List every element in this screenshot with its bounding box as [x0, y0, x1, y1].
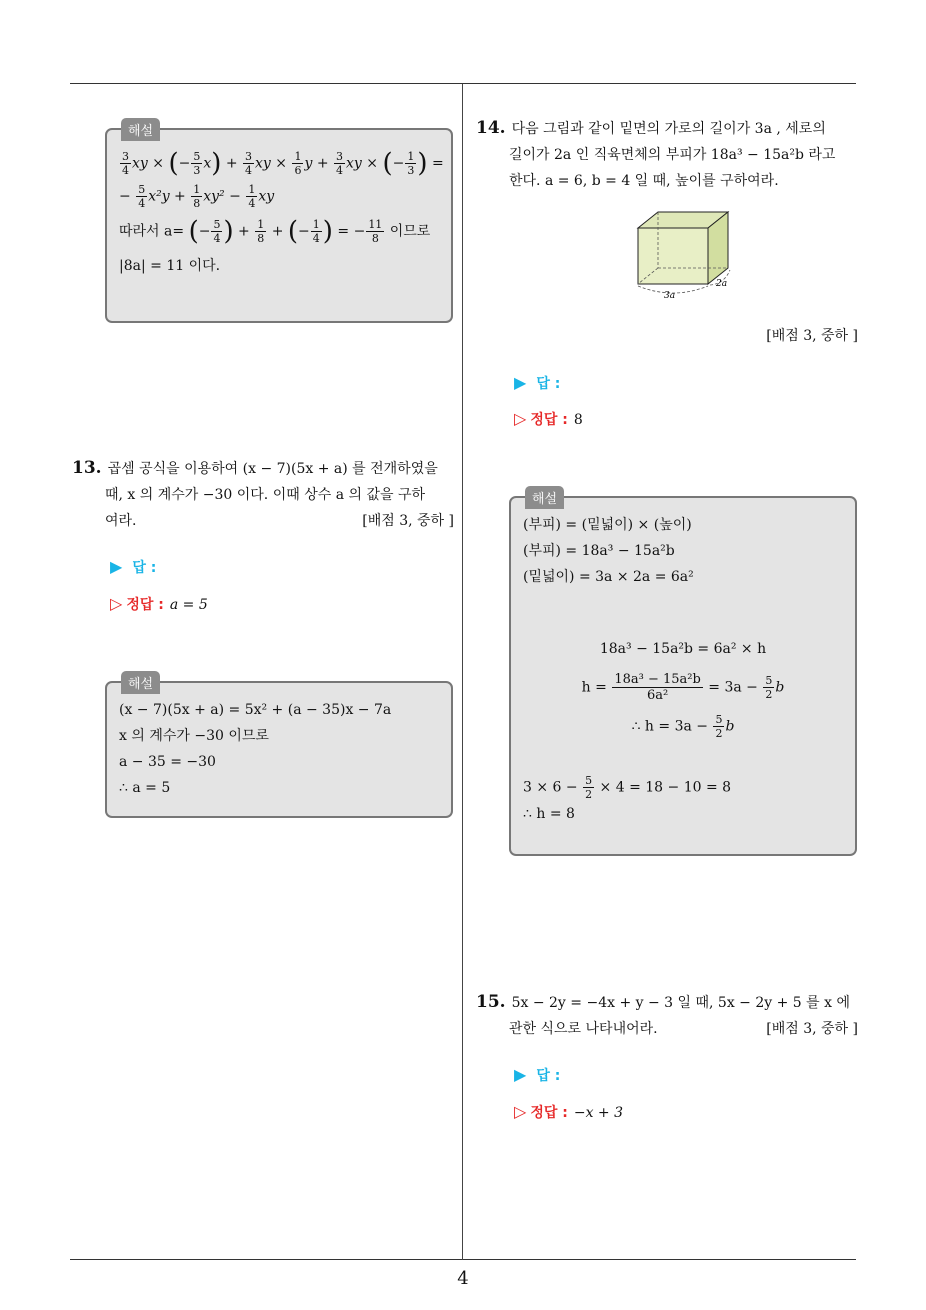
question-14: 14. 다음 그림과 같이 밑면의 가로의 길이가 3a , 세로의 길이가 2a 인 직육면체의 부피가 18a³ − 15a²b 라고 한다. a = 6, b = 4 일 때, 높이를 구하여라. — [476, 118, 836, 189]
score-label: [배점 3, 중하 ] — [362, 513, 454, 529]
sol14-line4: 18a³ − 15a²b = 6a² × h — [599, 641, 767, 657]
sol14-line3: (밑넓이) = 3a × 2a = 6a² — [523, 569, 694, 585]
solution-box-12 — [105, 124, 453, 323]
solution-box-13 — [105, 677, 453, 818]
answer-row-15: ▶ 답 : — [514, 1065, 561, 1084]
top-rule — [70, 83, 856, 84]
sol14-line5: h = $\frac{\text{18a³ − 15a²b}}{\text{6a²}}$ = 3a − $\frac{5}{2}$ b — [581, 672, 785, 703]
question-15: 15. 5x − 2y = −4x + y − 3 일 때, 5x − 2y + 5 를 x 에 관한 식으로 나타내어라. [배점 3, 중하 ] — [476, 989, 858, 1042]
sol12-line1: $\frac{3}{4}$ xy × (− $\frac{5}{3}$ x) + $\frac{3}{4}$ xy × $\frac{1}{6}$ y + $\frac{3}{4}$ xy × (− $\frac{1}{3}$ ) = — [122, 148, 444, 179]
sol13-line: ∴ a = 5 — [119, 780, 171, 796]
sol13-line: (x − 7)(5x + a) = 5x² + (a − 35)x − 7a — [119, 702, 392, 718]
sol14-line1: (부피) = (밑넓이) × (높이) — [523, 517, 692, 533]
question-number: 15. — [476, 992, 506, 1012]
sol12-line4: |8a| = 11 이다. — [119, 258, 221, 274]
figure-label-2a: 2a — [716, 279, 728, 289]
sol14-line8: ∴ h = 8 — [523, 806, 575, 822]
outline-triangle-icon: ▷ — [110, 594, 123, 613]
question-13: 13. 곱셈 공식을 이용하여 (x − 7)(5x + a) 를 전개하였을 때, x 의 계수가 −30 이다. 이때 상수 a 의 값을 구하 여라. [배점 3, 중하 ] — [72, 455, 454, 534]
solution-tag: 해설 — [121, 671, 160, 694]
correct-answer-15: ▷ 정답 : −x + 3 — [514, 1102, 624, 1121]
question-number: 13. — [72, 458, 102, 478]
correct-answer-14: ▷ 정답 : 8 — [514, 409, 583, 428]
outline-triangle-icon: ▷ — [514, 409, 527, 428]
bottom-rule — [70, 1259, 856, 1260]
score-label-14: [배점 3, 중하 ] — [766, 328, 858, 344]
score-label: [배점 3, 중하 ] — [766, 1021, 858, 1037]
sol13-line: a − 35 = −30 — [119, 754, 216, 770]
outline-triangle-icon: ▷ — [514, 1102, 527, 1121]
figure-label-3a: 3a — [664, 291, 676, 301]
cuboid-figure — [628, 208, 740, 304]
sol14-line6: ∴ h = 3a − $\frac{5}{2}$ b — [631, 713, 735, 740]
page-number: 4 — [457, 1268, 469, 1289]
column-divider — [462, 84, 463, 1260]
answer-row-13: ▶ 답 : — [110, 557, 157, 576]
play-triangle-icon: ▶ — [514, 1065, 527, 1084]
play-triangle-icon: ▶ — [110, 557, 123, 576]
sol14-line2: (부피) = 18a³ − 15a²b — [523, 543, 675, 559]
question-number: 14. — [476, 118, 506, 138]
sol12-line2: − $\frac{5}{4}$ x²y + $\frac{1}{8}$ xy² − $\frac{1}{4}$ xy — [119, 183, 275, 210]
solution-tag: 해설 — [121, 118, 160, 141]
solution-box-14 — [509, 492, 857, 856]
play-triangle-icon: ▶ — [514, 373, 527, 392]
solution-tag: 해설 — [525, 486, 564, 509]
sol14-line7: 3 × 6 − $\frac{5}{2}$ × 4 = 18 − 10 = 8 — [523, 774, 732, 801]
answer-row-14: ▶ 답 : — [514, 373, 561, 392]
correct-answer-13: ▷ 정답 : a = 5 — [110, 594, 208, 613]
sol13-line: x 의 계수가 −30 이므로 — [119, 728, 269, 744]
sol12-line3: 따라서 a= (− $\frac{5}{4}$ ) + $\frac{1}{8}$ + (− $\frac{1}{4}$ ) = − $\frac{11}{8}$ 이므로 — [119, 216, 431, 247]
